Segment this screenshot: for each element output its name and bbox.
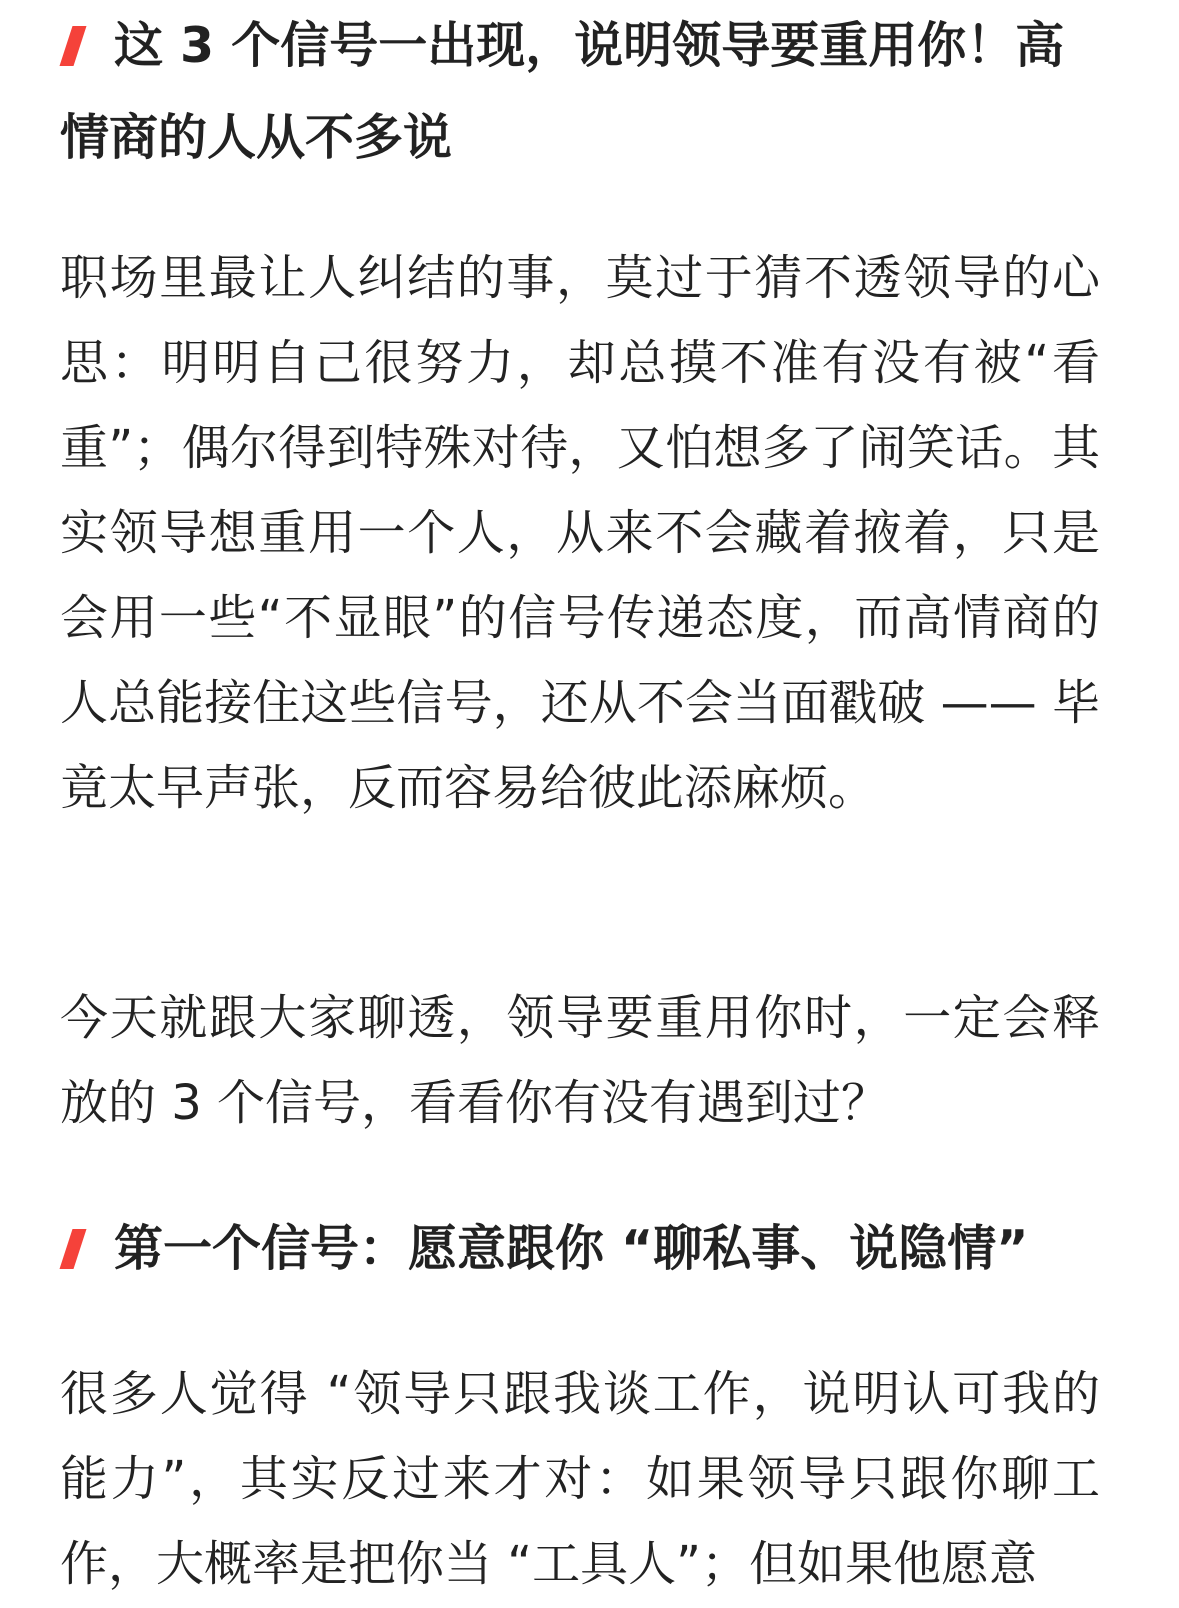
article-title-text: 这 3 个信号一出现，说明领导要重用你！高情商的人从不多说 (60, 17, 1065, 166)
section-heading-1 (60, 1203, 1100, 1295)
section-accent-mark (60, 1229, 87, 1269)
intro-paragraph-1: 职场里最让人纠结的事，莫过于猜不透领导的心思：明明自己很努力，却总摸不准有没有被“看重”；偶尔得到特殊对待，又怕想多了闹笑话。其实领导想重用一个人，从来不会藏着掖着，只是会用一些“不显眼”的信号传递态度，而高情商的人总能接住这些信号，还从不会当面戳破 —— 毕竟太早声张，反而容易给彼此添麻烦。 (60, 250, 1100, 816)
title-accent-mark (60, 26, 87, 66)
section-1-paragraph: 很多人觉得 “领导只跟我谈工作，说明认可我的能力”，其实反过来才对：如果领导只跟你聊工作，大概率是把你当 “工具人”；但如果他愿意 (60, 1366, 1100, 1592)
article-title (60, 0, 1100, 184)
section-heading-1-text: 第一个信号：愿意跟你 “聊私事、说隐情” (114, 1220, 1029, 1277)
intro-paragraph-2: 今天就跟大家聊透，领导要重用你时，一定会释放的 3 个信号，看看你有没有遇到过？ (60, 990, 1100, 1131)
